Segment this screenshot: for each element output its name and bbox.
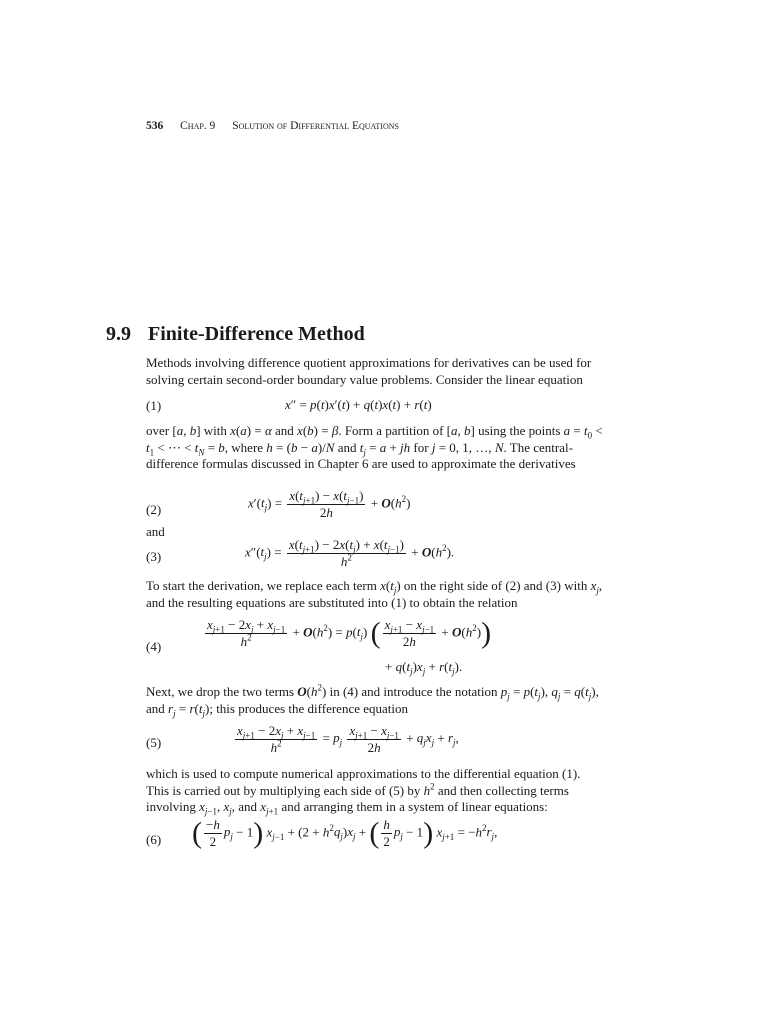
equation-label-2: (2)	[146, 502, 162, 517]
running-head	[146, 120, 399, 132]
equation-label-5: (5)	[146, 735, 162, 750]
chapter-label: Chap. 9	[180, 120, 216, 132]
equation-5: $\frac{x_{j+1} - 2x_j + x_{j-1}}{h^2}$ = $p_j$ $\frac{x_{j+1} - x_{j-1}}{2h}$ + $q_jx_j + r_j$,	[237, 723, 459, 755]
equation-6: ( $\frac{-h}{2}$ $p_j - 1$) $x_{j-1} + (2 + h^2q_j)x_j$ + ( $\frac{h}{2}$ $p_j - 1$) $x_{j+1} = -h^2r_j$,	[192, 816, 498, 850]
equation-1: x″ = p(t)x′(t) + q(t)x(t) + r(t)	[285, 397, 432, 412]
system-paragraph: which is used to compute numerical approximations to the differential equation (1). This is carried out by multiplying each side of (5) by $h^2$ and then collecting terms involving $x_{j-1}$, $x_j$, and $x_{j+1}$ and arranging them in a system of linear equations:	[146, 766, 581, 817]
notation-paragraph: Next, we drop the two terms $O(h^2)$ in (4) and introduce the notation $p_j = p(t_j)$, $q_j = q(t_j)$, and $r_j = r(t_j)$; this produces the difference equation	[146, 682, 599, 719]
chapter-title: Solution of Differential Equations	[232, 120, 399, 132]
and-text: and	[146, 524, 165, 539]
derivation-paragraph: To start the derivation, we replace each term $x(t_j)$ on the right side of (2) and (3) with $x_j$, and the resulting equations are substituted into (1) to obtain the relation	[146, 578, 603, 610]
equation-label-6: (6)	[146, 832, 162, 847]
equation-3: $x''(t_j)$ = $\frac{x(t_{j+1}) - 2x(t_j) + x(t_{j-1})}{h^2}$ + $O(h^2)$.	[245, 537, 455, 569]
equation-4-line-2: + $q(t_j)x_j + r(t_j)$.	[385, 659, 463, 677]
page-number: 536	[146, 120, 164, 132]
equation-4-line-1: $\frac{x_{j+1} - 2x_j + x_{j-1}}{h^2}$ + $O(h^2) = p(t_j)$ ( $\frac{x_{j+1} - x_{j-1}}{2h}$ + $O(h^2)$)	[207, 616, 492, 650]
equation-2: $x'(t_j)$ = $\frac{x(t_{j+1}) - x(t_{j-1})}{2h}$ + $O(h^2)$	[248, 488, 411, 520]
equation-label-1: (1)	[146, 398, 162, 413]
intro-paragraph: Methods involving difference quotient approximations for derivatives can be used for solving certain second-order boundary value problems. Consider the linear equation	[146, 355, 592, 387]
section-title: Finite-Difference Method	[148, 323, 365, 345]
equation-label-4: (4)	[146, 639, 162, 654]
section-number: 9.9	[106, 323, 131, 345]
equation-label-3: (3)	[146, 549, 162, 564]
partition-paragraph: over [a, b] with x(a) = α and x(b) = β. Form a partition of [a, b] using the points $a = t_0 < t_1$ < ⋯ < $t_N = b$, where h = (b − a)/N and $t_j = a$ + jh for j = 0, 1, …, N. The central-difference formulas discussed in Chapter 6 are used to approximate the derivatives	[146, 423, 603, 471]
